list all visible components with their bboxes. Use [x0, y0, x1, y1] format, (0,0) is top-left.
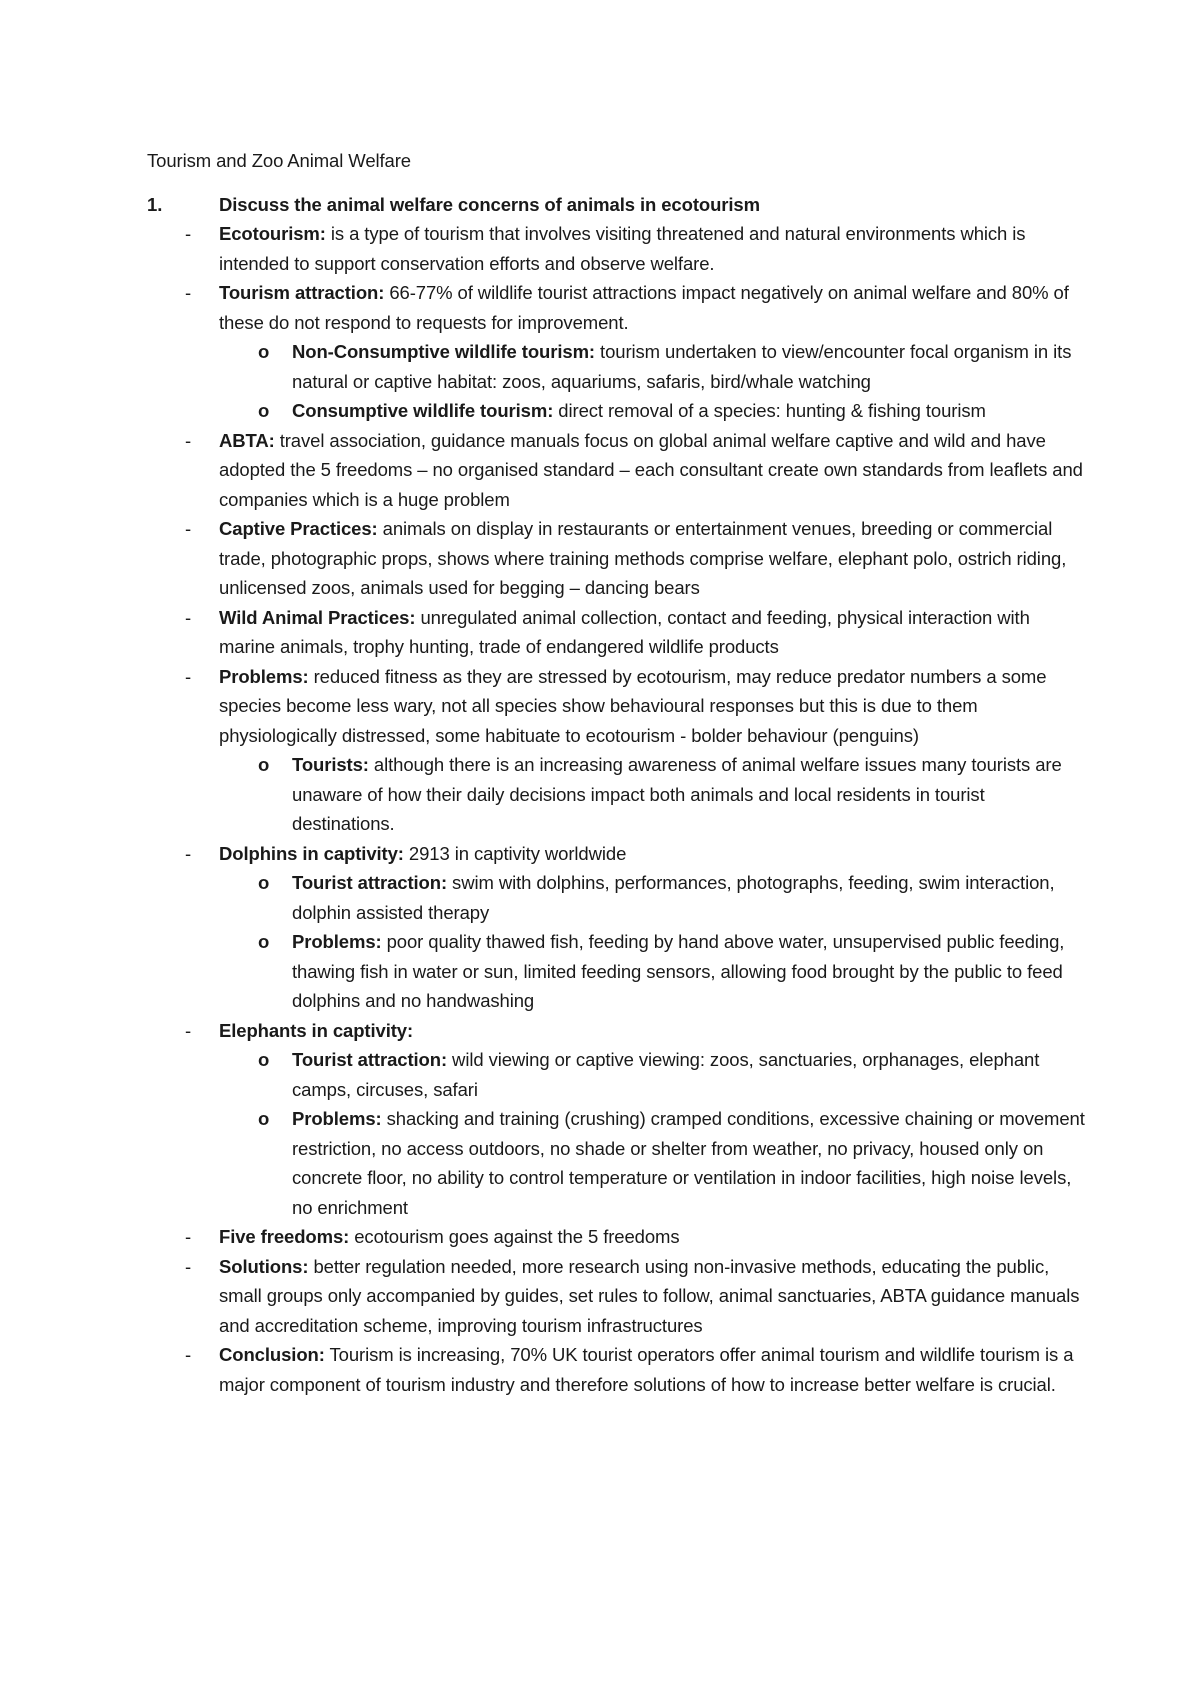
- sub-item-term: Tourist attraction:: [292, 872, 448, 893]
- item-text: reduced fitness as they are stressed by ecotourism, may reduce predator numbers a some species become less wary, not all species show behavioural responses but this is due to them physiologically distressed, some habituate to ecotourism - bolder behaviour (penguins): [219, 665, 1047, 746]
- item-text: unregulated animal collection, contact and feeding, physical interaction with marine animals, trophy hunting, trade of endangered wildlife products: [219, 606, 1030, 657]
- bullet-marker: -: [185, 518, 192, 539]
- sub-list-item: [147, 396, 1087, 426]
- sub-list-item: [147, 927, 1087, 1016]
- item-term: ABTA:: [219, 429, 275, 451]
- sub-item-text: swim with dolphins, performances, photographs, feeding, swim interaction, dolphin assisted therapy: [292, 872, 1055, 923]
- sub-item-term: Problems:: [292, 931, 382, 952]
- sub-list-item: [147, 1045, 1087, 1104]
- sub-bullet-marker: o: [258, 931, 270, 952]
- sub-item-term: Problems:: [292, 1108, 382, 1129]
- bullet-marker: -: [185, 1019, 192, 1041]
- item-term: Wild Animal Practices:: [219, 606, 416, 628]
- sub-item-term: Non-Consumptive wildlife tourism:: [292, 341, 595, 362]
- item-term: Five freedoms:: [219, 1226, 350, 1247]
- question-text: Discuss the animal welfare concerns of animals in ecotourism: [219, 193, 760, 215]
- item-term: Dolphins in captivity:: [219, 842, 404, 864]
- item-text: animals on display in restaurants or entertainment venues, breeding or commercial trade, photographic props, shows where training methods comprise welfare, elephant polo, ostrich riding, unlicensed zoos, animals used for begging – dancing bears: [219, 518, 1067, 598]
- item-text: travel association, guidance manuals focus on global animal welfare captive and wild and have adopted the 5 freedoms – no organised standard – each consultant create own standards from leaflets and companies which is a huge problem: [219, 429, 1083, 510]
- sub-item-text: poor quality thawed fish, feeding by hand above water, unsupervised public feeding, thawing fish in water or sun, limited feeding sensors, allowing food brought by the public to feed dolphins and no handwashing: [292, 931, 1065, 1011]
- list-item: [147, 1252, 1087, 1341]
- sub-item-text: wild viewing or captive viewing: zoos, sanctuaries, orphanages, elephant camps, circuses, safari: [292, 1049, 1040, 1100]
- list-item: [147, 514, 1087, 603]
- list-item: [147, 1016, 1087, 1046]
- list-item: [147, 1222, 1087, 1252]
- sub-bullet-marker: o: [258, 1049, 270, 1070]
- sub-item-term: Consumptive wildlife tourism:: [292, 400, 554, 421]
- bullet-marker: -: [185, 429, 192, 451]
- item-term: Solutions:: [219, 1255, 309, 1277]
- sub-bullet-marker: o: [258, 400, 270, 421]
- list-item: [147, 219, 1087, 278]
- sub-list-item: [147, 750, 1087, 839]
- document-body: [147, 146, 1087, 1399]
- sub-item-term: Tourist attraction:: [292, 1049, 448, 1070]
- item-term: Elephants in captivity:: [219, 1019, 414, 1041]
- bullet-marker: -: [185, 223, 192, 244]
- question-heading: [147, 190, 1087, 220]
- bullet-marker: -: [185, 1255, 192, 1277]
- sub-bullet-marker: o: [258, 754, 270, 775]
- sub-bullet-marker: o: [258, 341, 270, 362]
- item-term: Conclusion:: [219, 1344, 325, 1365]
- item-text: 66-77% of wildlife tourist attractions impact negatively on animal welfare and 80% of these do not respond to requests for improvement.: [219, 282, 1069, 333]
- item-term: Captive Practices:: [219, 518, 378, 539]
- bullet-marker: -: [185, 665, 192, 687]
- item-text: Tourism is increasing, 70% UK tourist operators offer animal tourism and wildlife tourism is a major component of tourism industry and therefore solutions of how to increase better welfare is crucial.: [219, 1344, 1074, 1395]
- bullet-marker: -: [185, 1344, 192, 1365]
- item-text: is a type of tourism that involves visiting threatened and natural environments which is intended to support conservation efforts and observe welfare.: [219, 223, 1026, 274]
- sub-list-item: [147, 337, 1087, 396]
- item-term: Problems:: [219, 665, 309, 687]
- item-term: Tourism attraction:: [219, 282, 385, 303]
- sub-bullet-marker: o: [258, 1108, 270, 1129]
- list-item: [147, 662, 1087, 751]
- list-item: [147, 603, 1087, 662]
- item-text: ecotourism goes against the 5 freedoms: [349, 1226, 680, 1247]
- sub-item-text: tourism undertaken to view/encounter focal organism in its natural or captive habitat: zoos, aquariums, safaris, bird/whale watching: [292, 341, 1072, 392]
- item-text: 2913 in captivity worldwide: [403, 842, 627, 864]
- sub-list-item: [147, 1104, 1087, 1222]
- bullet-marker: -: [185, 282, 192, 303]
- list-item: [147, 426, 1087, 515]
- sub-list-item: [147, 868, 1087, 927]
- sub-item-text: shacking and training (crushing) cramped conditions, excessive chaining or movement restriction, no access outdoors, no shade or shelter from weather, no privacy, housed only on concrete floor, no ability to control temperature or ventilation in indoor facilities, high noise levels, no enrichment: [292, 1108, 1085, 1218]
- item-term: Ecotourism:: [219, 223, 326, 244]
- list-item: [147, 839, 1087, 869]
- list-item: [147, 1340, 1087, 1399]
- item-text: better regulation needed, more research using non-invasive methods, educating the public, small groups only accompanied by guides, set rules to follow, animal sanctuaries, ABTA guidance manuals and accreditation scheme, improving tourism infrastructures: [219, 1255, 1080, 1336]
- bullet-marker: -: [185, 1226, 192, 1247]
- sub-item-text: although there is an increasing awareness of animal welfare issues many tourists are unaware of how their daily decisions impact both animals and local residents in tourist destinations.: [292, 754, 1062, 834]
- bullet-list: [147, 219, 1087, 1399]
- list-item: [147, 278, 1087, 337]
- bullet-marker: -: [185, 606, 192, 628]
- sub-item-term: Tourists:: [292, 754, 369, 775]
- sub-bullet-marker: o: [258, 872, 270, 893]
- document-title: Tourism and Zoo Animal Welfare: [147, 150, 411, 171]
- question-number: 1.: [147, 193, 163, 215]
- bullet-marker: -: [185, 842, 192, 864]
- sub-item-text: direct removal of a species: hunting & fishing tourism: [553, 400, 986, 421]
